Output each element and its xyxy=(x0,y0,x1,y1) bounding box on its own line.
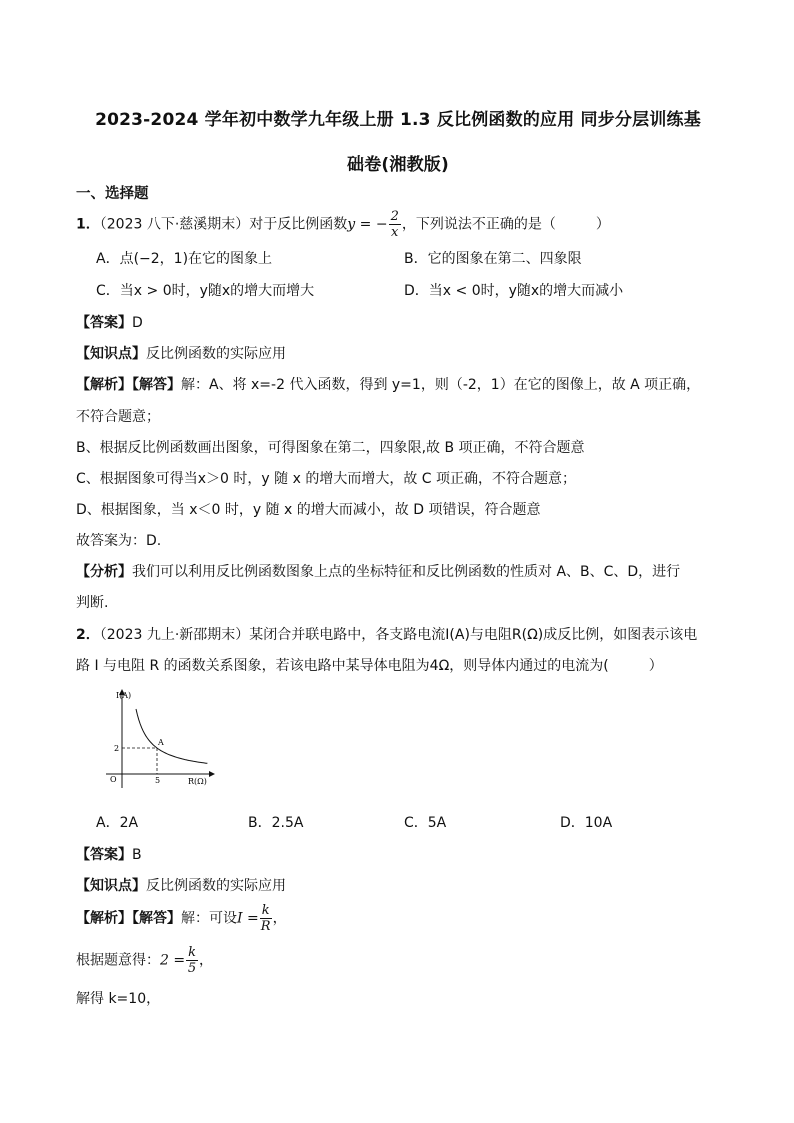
q2-eq2-tail: ， xyxy=(198,952,213,969)
q2-kp-tag: 【知识点】 xyxy=(76,878,146,894)
q2-eq2-denominator: 5 xyxy=(187,961,197,976)
q1-option-c: C．当x > 0时，y随x的增大而增大 xyxy=(96,283,315,299)
q1-fenxi-tag: 【分析】 xyxy=(76,564,132,580)
q1-fraction-numerator: 2 xyxy=(390,209,399,224)
q2-stem-text2-end: ） xyxy=(648,658,663,674)
q1-kp-value: 反比例函数的实际应用 xyxy=(146,346,286,362)
q2-eq1-fraction xyxy=(260,903,272,934)
q2-kp-value: 反比例函数的实际应用 xyxy=(146,878,286,894)
q1-function-lhs: y = − xyxy=(347,216,388,233)
q2-eq2-fraction xyxy=(186,945,198,976)
q2-source: （2023 九上·新邵期末） xyxy=(99,627,250,643)
q2-option-c: C．5A xyxy=(404,815,447,831)
q1-kp-tag: 【知识点】 xyxy=(76,346,146,362)
q2-analysis-tag: 【解析】【解答】 xyxy=(76,910,181,927)
q1-analysis-line5: D、根据图象，当 x＜0 时，y 随 x 的增大而减小，故 D 项错误，符合题意 xyxy=(76,502,541,518)
q1-analysis-tag: 【解析】【解答】 xyxy=(76,377,181,393)
q1-stem-c: ） xyxy=(595,216,610,233)
q2-answer xyxy=(76,844,726,864)
q2-eq1-numerator: k xyxy=(261,903,270,918)
q2-option-a: A．2A xyxy=(96,815,139,831)
graph-point-label: A xyxy=(158,738,164,747)
q1-analysis-line2: 不符合题意； xyxy=(76,409,160,425)
q1-fraction-denominator: x xyxy=(391,225,399,240)
q2-analysis-line3: 解得 k=10， xyxy=(76,991,161,1007)
q1-source: （2023 八下·慈溪期末） xyxy=(99,216,250,233)
q1-analysis-line1 xyxy=(76,374,726,394)
q2-analysis-line2 xyxy=(76,945,726,976)
q2-analysis-text1: 解：可设 xyxy=(181,910,237,927)
q2-graph xyxy=(96,684,226,794)
q1-analysis-line3: B、根据反比例函数画出图象，可得图象在第二，四象限,故 B 项正确，不符合题意 xyxy=(76,440,585,456)
q1-answer-value: D xyxy=(132,315,143,331)
doc-title-line2: 础卷(湘教版) xyxy=(347,155,449,175)
q1-function-fraction xyxy=(389,209,401,240)
q2-option-d: D．10A xyxy=(560,815,613,831)
graph-x-tick: 5 xyxy=(155,776,161,785)
q1-fenxi-line2: 判断. xyxy=(76,595,109,611)
doc-title-line1: 2023-2024 学年初中数学九年级上册 1.3 反比例函数的应用 同步分层训练基 xyxy=(95,110,701,130)
q1-option-a: A．点(−2，1)在它的图象上 xyxy=(96,251,273,267)
q1-analysis-text1: 解：A、将 x=-2 代入函数，得到 y=1，则（-2，1）在它的图像上，故 A 项正确， xyxy=(181,377,701,393)
q1-stem xyxy=(76,209,726,240)
q2-answer-value: B xyxy=(132,847,142,863)
q1-option-b: B．它的图象在第二、四象限 xyxy=(404,251,582,267)
q1-stem-b: ，下列说法不正确的是（ xyxy=(401,216,556,233)
q2-analysis-text2: 根据题意得： xyxy=(76,952,160,969)
graph-y-label: I(A) xyxy=(116,691,132,700)
q2-stem-text1: 某闭合并联电路中，各支路电流I(A)与电阻R(Ω)成反比例，如图表示该电 xyxy=(249,627,698,643)
q1-answer xyxy=(76,312,726,332)
q2-analysis-line1 xyxy=(76,903,726,934)
graph-curve xyxy=(136,709,207,763)
q2-stem-line1 xyxy=(76,624,726,644)
q2-eq1-tail: ， xyxy=(272,910,287,927)
q2-number: 2． xyxy=(76,627,100,643)
q1-answer-tag: 【答案】 xyxy=(76,315,132,331)
q1-number: 1． xyxy=(76,216,100,233)
q2-stem-text2: 路 I 与电阻 R 的函数关系图象，若该电路中某导体电阻为4Ω，则导体内通过的电流为( xyxy=(76,658,609,674)
q1-fenxi-text1: 我们可以利用反比例函数图象上点的坐标特征和反比例函数的性质对 A、B、C、D，进行 xyxy=(132,564,681,580)
graph-origin-label: O xyxy=(110,775,117,784)
graph-x-label: R(Ω) xyxy=(188,777,207,786)
q1-knowledge-point xyxy=(76,343,726,363)
q2-eq1-lhs: I = xyxy=(237,910,259,927)
q2-eq1-denominator: R xyxy=(260,919,271,934)
q1-option-d: D．当x < 0时，y随x的增大而减小 xyxy=(404,283,624,299)
graph-y-tick: 2 xyxy=(114,744,120,753)
q2-answer-tag: 【答案】 xyxy=(76,847,132,863)
q1-analysis-line4: C、根据图象可得当x＞0 时，y 随 x 的增大而增大，故 C 项正确，不符合题意； xyxy=(76,471,577,487)
q2-eq2-lhs: 2 = xyxy=(160,952,186,969)
q1-fenxi-line1 xyxy=(76,561,726,581)
q1-stem-a: 对于反比例函数 xyxy=(249,216,348,233)
q2-eq2-numerator: k xyxy=(188,945,196,960)
q1-analysis-line6: 故答案为：D. xyxy=(76,533,162,549)
section-heading: 一、选择题 xyxy=(76,186,149,202)
q2-stem-line2 xyxy=(76,655,726,675)
q2-knowledge-point xyxy=(76,875,726,895)
q2-option-b: B．2.5A xyxy=(248,815,304,831)
